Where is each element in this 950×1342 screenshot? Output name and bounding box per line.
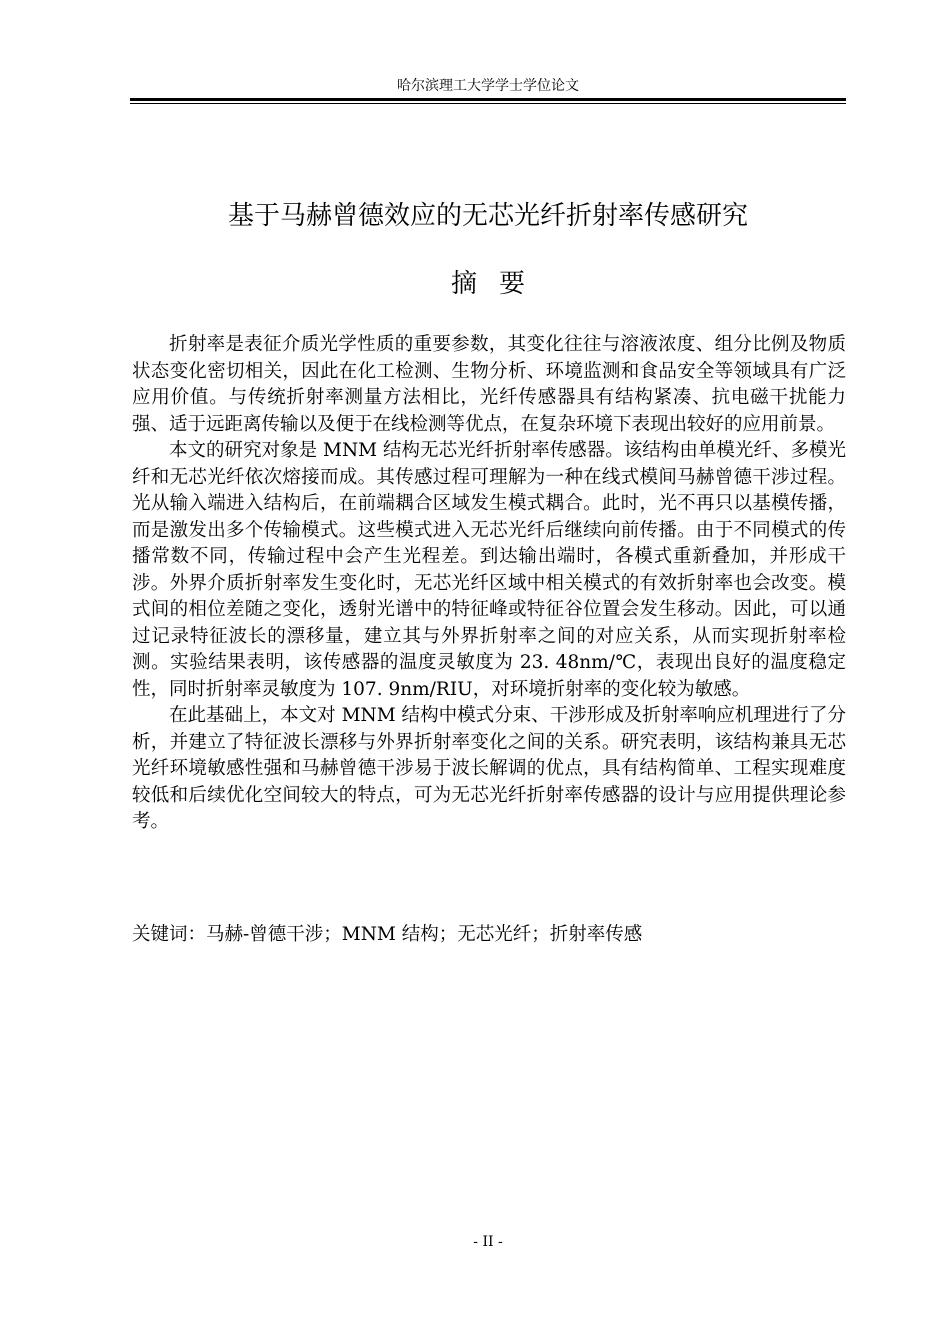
header-rule-thin	[130, 103, 846, 104]
abstract-paragraph-3: 在此基础上，本文对 MNM 结构中模式分束、干涉形成及折射率响应机理进行了分析，并建立了特征波长漂移与外界折射率变化之间的关系。研究表明，该结构兼具无芯光纤环境敏感性强和马赫曾德干涉易于波长解调的优点，具有结构简单、工程实现难度较低和后续优化空间较大的特点，可为无芯光纤折射率传感器的设计与应用提供理论参考。	[132, 705, 846, 832]
abstract-body	[132, 332, 846, 836]
keywords-label: 关键词：	[132, 924, 207, 945]
abstract-paragraph-2: 本文的研究对象是 MNM 结构无芯光纤折射率传感器。该结构由单模光纤、多模光纤和无芯光纤依次熔接而成。其传感过程可理解为一种在线式模间马赫曾德干涉过程。光从输入端进入结构后，在前端耦合区域发生模式耦合。此时，光不再只以基模传播，而是激发出多个传输模式。这些模式进入无芯光纤后继续向前传播。由于不同模式的传播常数不同，传输过程中会产生光程差。到达输出端时，各模式重新叠加，并形成干涉。外界介质折射率发生变化时，无芯光纤区域中相关模式的有效折射率也会改变。模式间的相位差随之变化，透射光谱中的特征峰或特征谷位置会发生移动。因此，可以通过记录特征波长的漂移量，建立其与外界折射率之间的对应关系，从而实现折射率检测。实验结果表明，该传感器的温度灵敏度为 23. 48nm/℃，表现出良好的温度稳定性，同时折射率灵敏度为 107. 9nm/RIU，对环境折射率的变化较为敏感。	[132, 440, 846, 700]
keywords-value: 马赫-曾德干涉；MNM 结构；无芯光纤；折射率传感	[206, 924, 643, 945]
keywords-line	[132, 922, 846, 949]
running-header: 哈尔滨理工大学学士学位论文	[397, 78, 579, 94]
thesis-title: 基于马赫曾德效应的无芯光纤折射率传感研究	[227, 201, 748, 231]
abstract-paragraph-1: 折射率是表征介质光学性质的重要参数，其变化往往与溶液浓度、组分比例及物质状态变化密切相关，因此在化工检测、生物分析、环境监测和食品安全等领域具有广泛应用价值。与传统折射率测量方法相比，光纤传感器具有结构紧凑、抗电磁干扰能力强、适于远距离传输以及便于在线检测等优点，在复杂环境下表现出较好的应用前景。	[132, 334, 846, 435]
page-number: - II -	[473, 1234, 503, 1250]
header-rule-thick	[130, 98, 846, 101]
abstract-heading: 摘要	[450, 269, 547, 299]
